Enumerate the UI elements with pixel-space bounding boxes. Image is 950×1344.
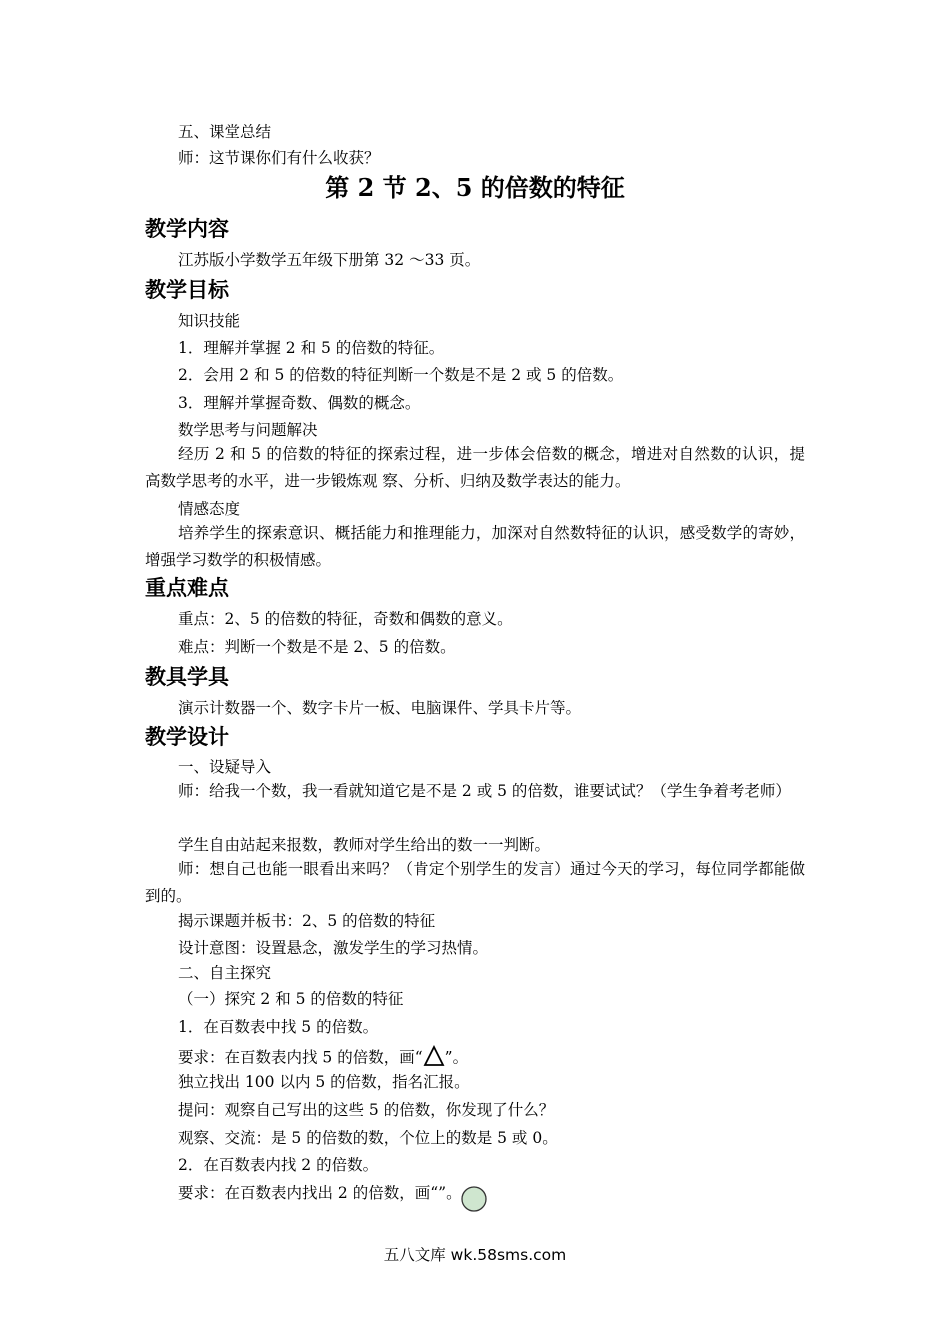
skill-item: 1．理解并掌握 2 和 5 的倍数的特征。 [178, 339, 445, 357]
footer-watermark: 五八文库 wk.58sms.com [383, 1246, 567, 1264]
requirement-line-1 [178, 1045, 468, 1072]
circle-icon [460, 1185, 488, 1213]
observe-line: 观察、交流：是 5 的倍数的数，个位上的数是 5 或 0。 [178, 1129, 558, 1147]
heading-tools: 教具学具 [145, 665, 229, 689]
requirement-2-prefix: 要求：在百数表内找出 2 的倍数，画“ [178, 1184, 439, 1202]
skill-item: 3．理解并掌握奇数、偶数的概念。 [178, 394, 421, 412]
teacher-line-1: 师：给我一个数，我一看就知道它是不是 2 或 5 的倍数，谁要试试？（学生争着考老师） [178, 782, 791, 800]
heading-content: 教学内容 [145, 217, 229, 241]
find-line: 独立找出 100 以内 5 的倍数，指名汇报。 [178, 1073, 470, 1091]
page-title: 第 2 节 2、5 的倍数的特征 [325, 173, 625, 202]
intro-line-question: 师：这节课你们有什么收获？ [178, 149, 380, 167]
heading-key-points: 重点难点 [145, 576, 229, 600]
heading-design: 教学设计 [145, 725, 229, 749]
intent-line: 设计意图：设置悬念，激发学生的学习热情。 [178, 939, 489, 957]
step1-line: 1．在百数表中找 5 的倍数。 [178, 1018, 379, 1036]
ask-line: 提问：观察自己写出的这些 5 的倍数，你发现了什么？ [178, 1101, 555, 1119]
focus-text: 重点：2、5 的倍数的特征，奇数和偶数的意义。 [178, 610, 513, 628]
emotion-text: 培养学生的探索意识、概括能力和推理能力，加深对自然数特征的认识，感受数学的寄妙，增强学习数学的积极情感。 [145, 524, 805, 569]
part2-label: 二、自主探究 [178, 964, 272, 982]
reveal-line: 揭示课题并板书：2、5 的倍数的特征 [178, 912, 436, 930]
thinking-text: 经历 2 和 5 的倍数的特征的探索过程，进一步体会倍数的概念，增进对自然数的认识，提高数学思考的水平，进一步锻炼观 察、分析、归纳及数学表达的能力。 [145, 445, 805, 490]
sub1-label: （一）探究 2 和 5 的倍数的特征 [178, 990, 404, 1008]
requirement-1-suffix: ”。 [444, 1048, 469, 1067]
heading-goals: 教学目标 [145, 278, 229, 302]
part1-label: 一、设疑导入 [178, 758, 272, 776]
emotion-label: 情感态度 [178, 500, 241, 518]
difficulty-text: 难点：判断一个数是不是 2、5 的倍数。 [178, 638, 456, 656]
triangle-icon [423, 1045, 445, 1072]
intro-line-summary: 五、课堂总结 [178, 123, 272, 141]
thinking-label: 数学思考与问题解决 [178, 421, 318, 439]
content-text: 江苏版小学数学五年级下册第 32 ～33 页。 [178, 251, 481, 269]
skills-label: 知识技能 [178, 312, 241, 330]
teacher-line-2: 师：想自己也能一眼看出来吗？（肯定个别学生的发言）通过今天的学习，每位同学都能做到的。 [145, 860, 805, 905]
requirement-1-prefix: 要求：在百数表内找 5 的倍数，画“ [178, 1048, 423, 1067]
students-line-1: 学生自由站起来报数，教师对学生给出的数一一判断。 [178, 836, 551, 854]
requirement-line-2 [178, 1183, 462, 1203]
requirement-2-suffix: ”。 [438, 1184, 462, 1202]
step2-line: 2．在百数表内找 2 的倍数。 [178, 1156, 379, 1174]
skill-item: 2．会用 2 和 5 的倍数的特征判断一个数是不是 2 或 5 的倍数。 [178, 366, 624, 384]
tools-text: 演示计数器一个、数字卡片一板、电脑课件、学具卡片等。 [178, 699, 582, 717]
